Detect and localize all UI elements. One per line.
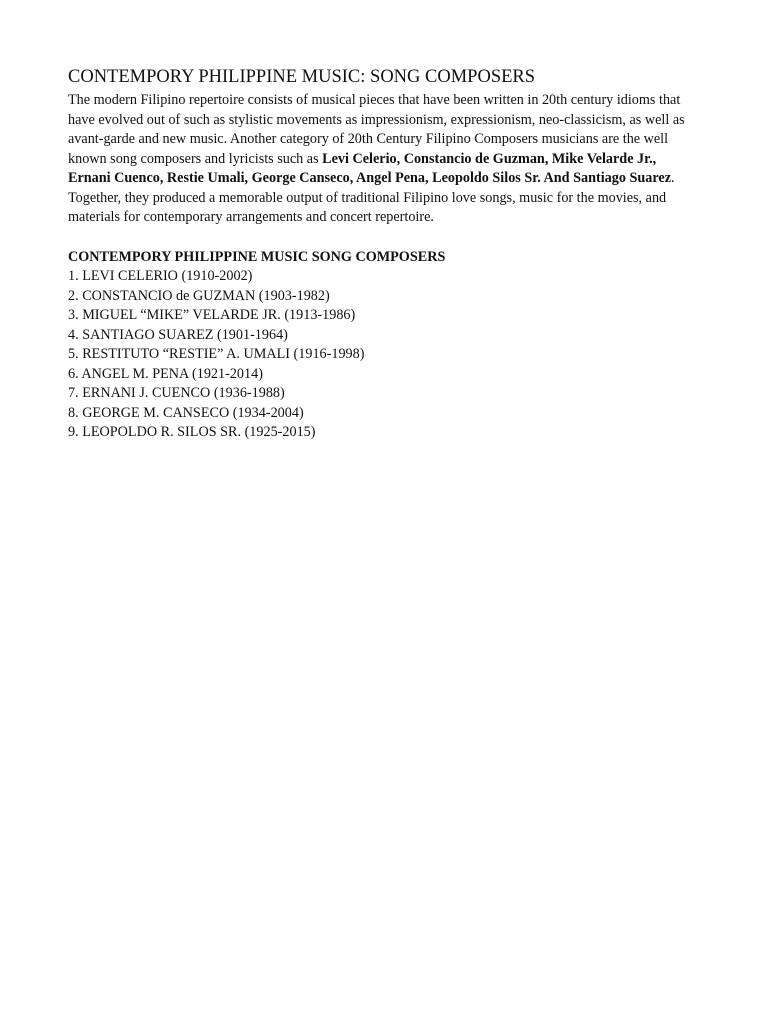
- list-item: 5. RESTITUTO “RESTIE” A. UMALI (1916-1998): [68, 346, 365, 362]
- intro-composer-names: Levi Celerio, Constancio de Guzman, Mike Velarde Jr., Ernani Cuenco, Restie Umali, George Canseco, Angel Pena, Leopoldo Silos Sr. And Santiago Suarez: [68, 150, 672, 186]
- list-item: 8. GEORGE M. CANSECO (1934-2004): [68, 404, 304, 421]
- list-item: 9. LEOPOLDO R. SILOS SR. (1925-2015): [68, 424, 316, 440]
- list-item: 7. ERNANI J. CUENCO (1936-1988): [68, 385, 285, 401]
- document-title: CONTEMPORY PHILIPPINE MUSIC: SONG COMPOSERS: [68, 67, 536, 87]
- list-item: 3. MIGUEL “MIKE” VELARDE JR. (1913-1986): [68, 307, 356, 323]
- composers-list: [68, 267, 368, 443]
- intro-text-part2: . Together, they produced a memorable output of traditional Filipino love songs, music for the movies, and materials for contemporary arrangements and concert repertoire.: [68, 170, 675, 225]
- list-item: 2. CONSTANCIO de GUZMAN (1903-1982): [68, 287, 330, 304]
- list-item: 1. LEVI CELERIO (1910-2002): [68, 268, 253, 284]
- intro-text-part1: The modern Filipino repertoire consists of musical pieces that have been written in 20th century idioms that have evolved out of such as stylistic movements as impressionism, expressionism, neo-classicism, as well as avant-garde and new music. Another category of 20th Century Filipino Composers musicians are the well known song composers and lyricists such as: [68, 92, 685, 167]
- composers-subheading: CONTEMPORY PHILIPPINE MUSIC SONG COMPOSERS: [68, 248, 446, 265]
- intro-paragraph: [68, 91, 700, 228]
- list-item: 6. ANGEL M. PENA (1921-2014): [68, 365, 263, 382]
- document-page: [68, 66, 708, 443]
- list-item: 4. SANTIAGO SUAREZ (1901-1964): [68, 326, 288, 343]
